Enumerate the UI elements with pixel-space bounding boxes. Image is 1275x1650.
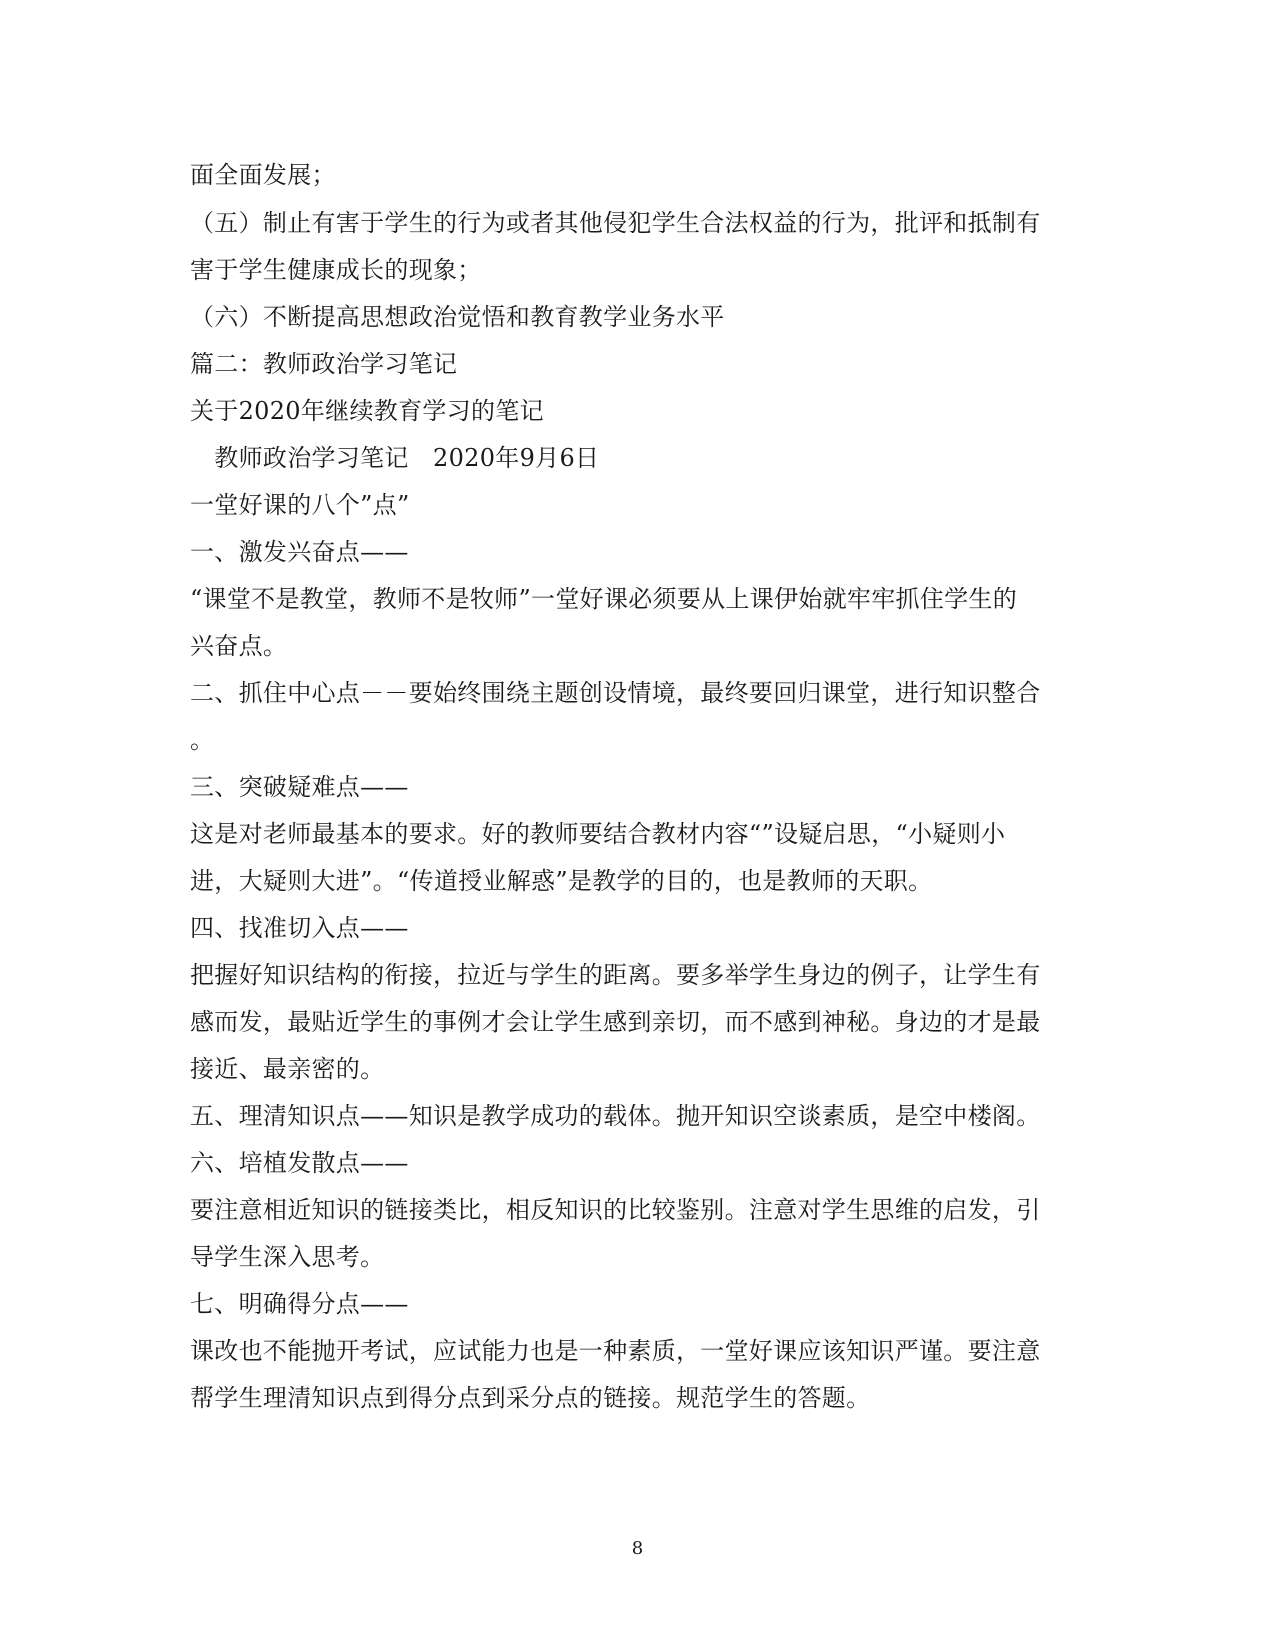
text-line: 这是对老师最基本的要求。好的教师要结合教材内容“”设疑启思，“小疑则小 — [190, 820, 1006, 848]
text-line: （五）制止有害于学生的行为或者其他侵犯学生合法权益的行为，批评和抵制有 — [190, 209, 1041, 237]
text-line: 帮学生理清知识点到得分点到采分点的链接。规范学生的答题。 — [190, 1384, 871, 1412]
item-heading: 四、找准切入点—— — [190, 914, 409, 942]
section-heading: 篇二：教师政治学习笔记 — [190, 350, 458, 378]
item-heading: 一、激发兴奋点—— — [190, 538, 409, 566]
item-heading: 三、突破疑难点—— — [190, 773, 409, 801]
text-line: 要注意相近知识的链接类比，相反知识的比较鉴别。注意对学生思维的启发，引 — [190, 1196, 1041, 1224]
item-heading: 二、抓住中心点－－要始终围绕主题创设情境，最终要回归课堂，进行知识整合 — [190, 679, 1041, 707]
text-line: 。 — [190, 726, 215, 754]
text-line: 兴奋点。 — [190, 632, 288, 660]
text-line: 导学生深入思考。 — [190, 1243, 385, 1271]
text-line: （六）不断提高思想政治觉悟和教育教学业务水平 — [190, 303, 725, 331]
item-heading: 六、培植发散点—— — [190, 1149, 409, 1177]
text-line: 关于2020年继续教育学习的笔记 — [190, 397, 544, 425]
text-line: 一堂好课的八个”点” — [190, 491, 410, 519]
text-line: 课改也不能抛开考试，应试能力也是一种素质，一堂好课应该知识严谨。要注意 — [190, 1337, 1041, 1365]
text-line: 面全面发展； — [190, 161, 336, 189]
text-line: 教师政治学习笔记 2020年9月6日 — [190, 444, 600, 472]
text-line: 害于学生健康成长的现象； — [190, 256, 482, 284]
text-line: 接近、最亲密的。 — [190, 1055, 385, 1083]
text-line: “课堂不是教堂，教师不是牧师”一堂好课必须要从上课伊始就牢牢抓住学生的 — [190, 585, 1018, 613]
item-heading: 七、明确得分点—— — [190, 1290, 409, 1318]
text-line: 把握好知识结构的衔接，拉近与学生的距离。要多举学生身边的例子，让学生有 — [190, 961, 1041, 989]
text-line: 感而发，最贴近学生的事例才会让学生感到亲切，而不感到神秘。身边的才是最 — [190, 1008, 1041, 1036]
text-line: 进，大疑则大进”。“传道授业解惑”是教学的目的，也是教师的天职。 — [190, 867, 933, 895]
page-number: 8 — [631, 1538, 644, 1559]
item-heading: 五、理清知识点——知识是教学成功的载体。抛开知识空谈素质，是空中楼阁。 — [190, 1102, 1041, 1130]
